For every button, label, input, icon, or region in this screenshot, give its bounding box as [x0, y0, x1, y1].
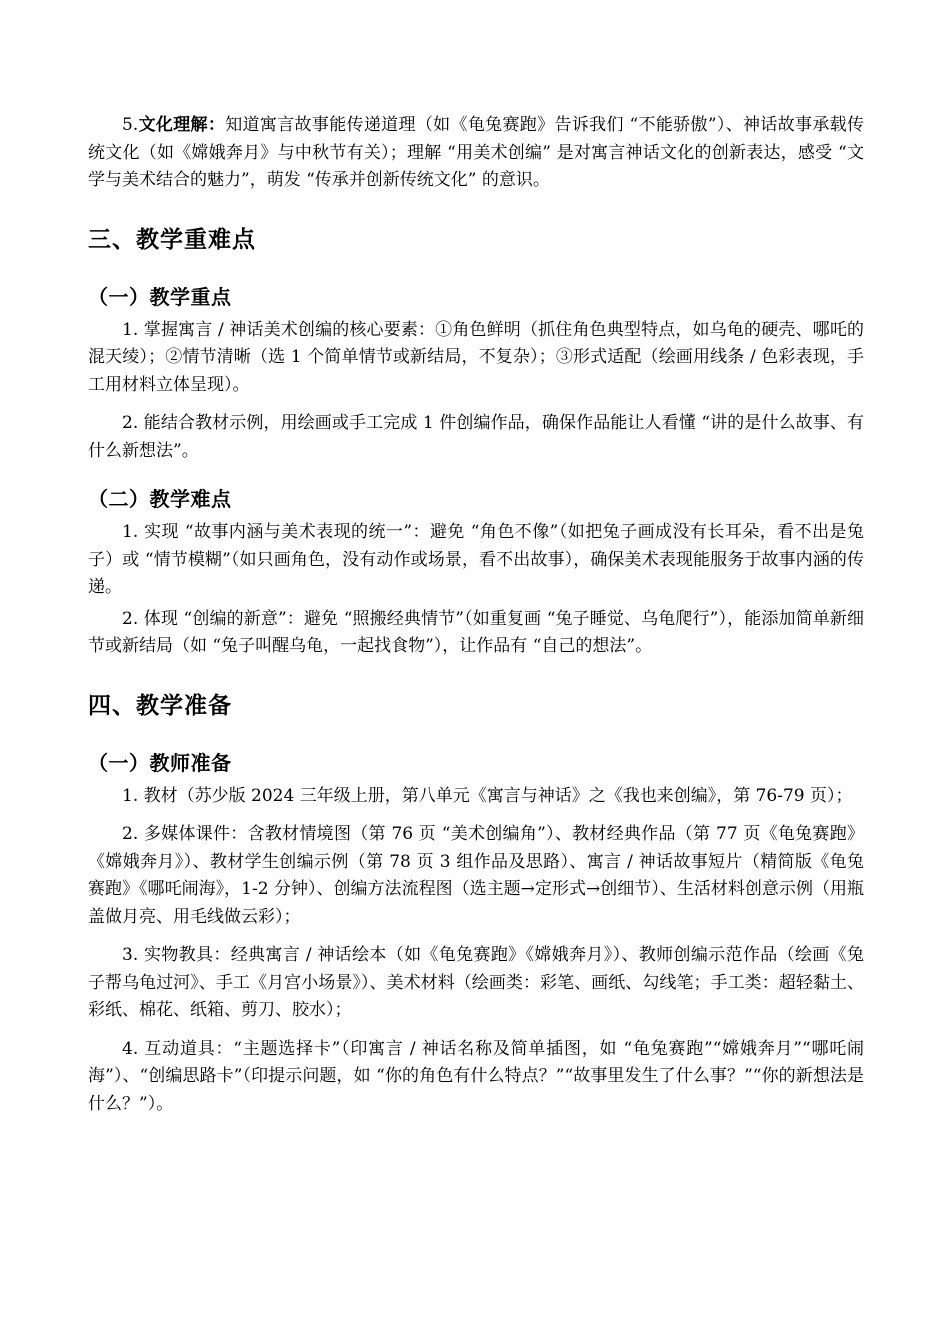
focus-item-1: 1. 掌握寓言 / 神话美术创编的核心要素：①角色鲜明（抓住角色典型特点，如乌龟的硬壳、哪吒的混天绫）；②情节清晰（选 1 个简单情节或新结局，不复杂）；③形式适配（绘画用线条 / 色彩表现，手工用材料立体呈现）。 — [88, 319, 864, 395]
prep-item-1: 1. 教材（苏少版 2024 三年级上册，第八单元《寓言与神话》之《我也来创编》，第 76-79 页）； — [122, 785, 853, 806]
focus-item-2: 2. 能结合教材示例，用绘画或手工完成 1 件创编作品，确保作品能让人看懂 “讲的是什么故事、有什么新想法”。 — [88, 413, 864, 461]
prep-item-4: 4. 互动道具：“主题选择卡”（印寓言 / 神话名称及简单插图，如 “龟兔赛跑”“嫦娥奔月”“哪吒闹海”）、“创编思路卡”（印提示问题，如 “你的角色有什么特点？”“故事里发生了什么事？”“你的新想法是什么？”）。 — [88, 1038, 864, 1114]
prep-item-2: 2. 多媒体课件：含教材情境图（第 76 页 “美术创编角”）、教材经典作品（第 77 页《龟兔赛跑》《嫦娥奔月》）、教材学生创编示例（第 78 页 3 组作品及思路）、寓言 / 神话故事短片（精简版《龟兔赛跑》《哪吒闹海》，1-2 分钟）、创编方法流程图（选主题→定形式→创细节）、生活材料创意示例（用瓶盖做月亮、用毛线做云彩）； — [88, 824, 864, 927]
difficulty-item-1: 1. 实现 “故事内涵与美术表现的统一”：避免 “角色不像”（如把兔子画成没有长耳朵，看不出是兔子）或 “情节模糊”（如只画角色，没有动作或场景，看不出故事），确保美术表现能服务于故事内涵的传递。 — [88, 522, 864, 597]
subheading-teaching-focus: （一）教学重点 — [88, 284, 232, 309]
item-text: 知道寓言故事能传递道理（如《龟兔赛跑》告诉我们 “不能骄傲”）、神话故事承载传统文化（如《嫦娥奔月》与中秋节有关）；理解 “用美术创编” 是对寓言神话文化的创新表达，感受 “文学与美术结合的魅力”，萌发 “传承并创新传统文化” 的意识。 — [88, 115, 864, 190]
section-heading-preparation: 四、教学准备 — [88, 692, 232, 719]
prep-item-3: 3. 实物教具：经典寓言 / 神话绘本（如《龟兔赛跑》《嫦娥奔月》）、教师创编示范作品（绘画《兔子帮乌龟过河》、手工《月宫小场景》）、美术材料（绘画类：彩笔、画纸、勾线笔；手工类：超轻黏土、彩纸、棉花、纸箱、剪刀、胶水）； — [88, 945, 864, 1020]
difficulty-item-2: 2. 体现 “创编的新意”：避免 “照搬经典情节”（如重复画 “兔子睡觉、乌龟爬行”），能添加简单新细节或新结局（如 “兔子叫醒乌龟，一起找食物”），让作品有 “自己的想法”。 — [88, 608, 864, 656]
subheading-teacher-preparation: （一）教师准备 — [88, 750, 232, 775]
subheading-teaching-difficulty: （二）教学难点 — [88, 487, 232, 511]
item-number: 5. — [122, 115, 139, 135]
section-heading-key-points: 三、教学重难点 — [88, 226, 256, 253]
paragraph-culture-understanding — [88, 112, 864, 195]
item-lead-term: 文化理解： — [138, 115, 226, 135]
